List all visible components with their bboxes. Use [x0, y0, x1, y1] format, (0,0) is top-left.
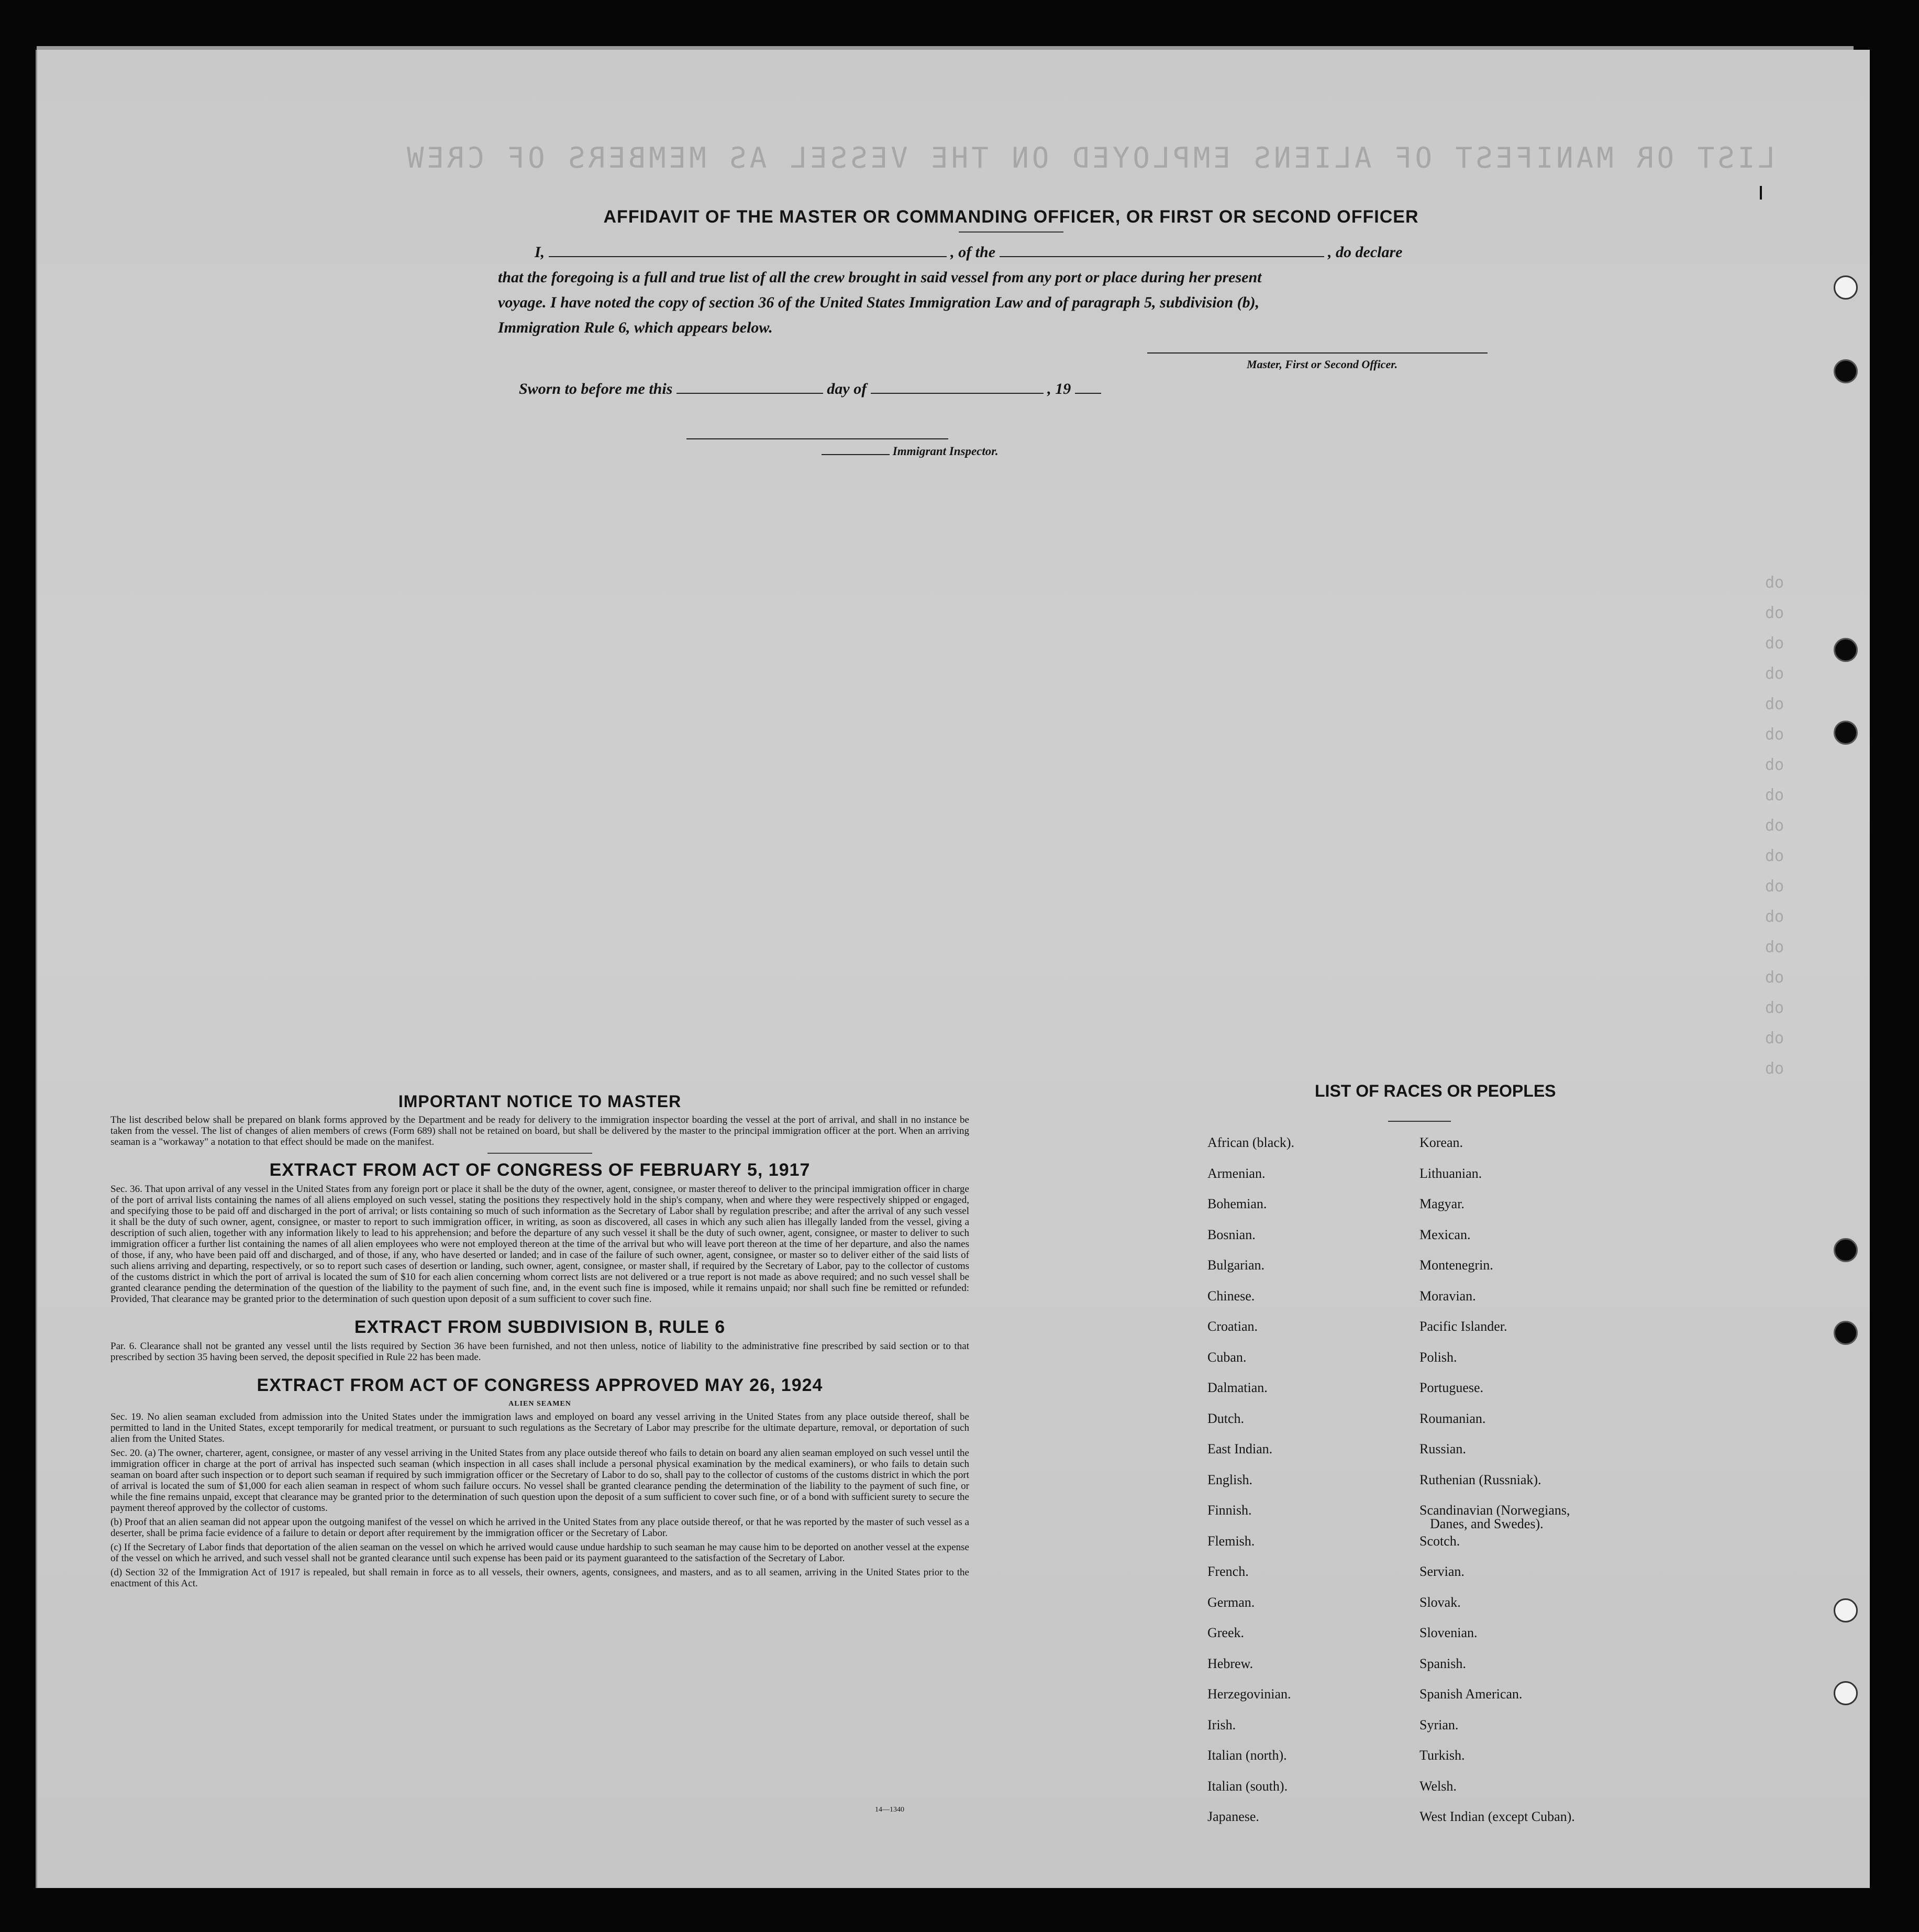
- sworn-line: [519, 377, 1101, 402]
- bleed-through-row-marker: do: [1765, 573, 1784, 592]
- race-item: Bosnian.: [1207, 1227, 1256, 1242]
- title-underline: [959, 231, 1063, 233]
- race-item: Chinese.: [1207, 1288, 1255, 1304]
- race-item: Greek.: [1207, 1625, 1245, 1640]
- punch-hole: [1834, 359, 1858, 383]
- race-item: Croatian.: [1207, 1319, 1258, 1334]
- race-item: Flemish.: [1207, 1533, 1255, 1549]
- body-line-3: Immigration Rule 6, which appears below.: [498, 319, 773, 336]
- race-item: English.: [1207, 1472, 1252, 1487]
- punch-hole: [1834, 638, 1858, 662]
- race-item: Syrian.: [1419, 1717, 1459, 1732]
- race-item: Ruthenian (Russniak).: [1419, 1472, 1541, 1487]
- sworn-label: Sworn to before me this: [519, 380, 673, 398]
- year-label: , 19: [1047, 380, 1071, 398]
- divider-1: [487, 1153, 592, 1154]
- race-item: Welsh.: [1419, 1778, 1457, 1794]
- extract-1917-title: EXTRACT FROM ACT OF CONGRESS OF FEBRUARY 5, 1917: [269, 1160, 811, 1180]
- race-item: Cuban.: [1207, 1349, 1247, 1365]
- inspector-short-rule: [822, 454, 890, 455]
- inspector-signature-line[interactable]: [686, 438, 948, 439]
- manifest-sheet: [36, 50, 1870, 1888]
- race-item: East Indian.: [1207, 1441, 1273, 1456]
- race-item: Danes, and Swedes).: [1430, 1516, 1544, 1531]
- race-item: Polish.: [1419, 1349, 1457, 1365]
- race-item: West Indian (except Cuban).: [1419, 1809, 1575, 1824]
- race-item: Pacific Islander.: [1419, 1319, 1507, 1334]
- bleed-through-row-marker: do: [1765, 786, 1784, 804]
- of-the-label: , of the: [950, 244, 996, 261]
- bleed-through-row-marker: do: [1765, 756, 1784, 774]
- do-declare-label: , do declare: [1328, 244, 1403, 261]
- extract-1924-title: EXTRACT FROM ACT OF CONGRESS APPROVED MAY 26, 1924: [257, 1375, 823, 1395]
- races-column-2: [1419, 1135, 1575, 1840]
- race-item: Turkish.: [1419, 1748, 1465, 1763]
- bleed-through-row-marker: do: [1765, 908, 1784, 926]
- bleed-through-row-marker: do: [1765, 877, 1784, 896]
- name-field[interactable]: [549, 256, 947, 257]
- race-item: Spanish.: [1419, 1655, 1466, 1671]
- bleed-through-row-marker: do: [1765, 1029, 1784, 1047]
- bleed-through-row-marker: do: [1765, 816, 1784, 835]
- vessel-field[interactable]: [1000, 256, 1324, 257]
- race-item: Italian (south).: [1207, 1778, 1288, 1794]
- race-item: Mexican.: [1419, 1227, 1471, 1242]
- extract-1917-text: Sec. 36. That upon arrival of any vessel in the United States from any foreign port or place it shall be the duty of the owner, agent, consignee, or master thereof to deliver to the principal immigration officer in charge of the port of arrival lists containing the names of all aliens employed on such vessel, stating the positions they respectively hold in the ship's company, when and where they were respectively shipped or engaged, and specifying those to be paid off and discharged in the port of arrival; or lists containing so much of such information as the Secretary of Labor shall by regulation prescribe; and after the arrival of any such vessel it shall be the duty of such owner, agent, consignee, or master to report to such immigration officer, in writing, as soon as discovered, all cases in which any such alien has illegally landed from the vessel, giving a description of such alien, together with any information likely to lead to his apprehension; and before the departure of any such vessel it shall be the duty of such owner, agent, consignee, or master to deliver to such immigration officer a further list containing the names of all alien employees who were not employed thereon at the time of the arrival but who will leave port thereon at the time of her departure, and also the names of those, if any, who have been paid off and discharged, and of those, if any, who have deserted or landed; and in case of the failure of such owner, agent, consignee, or master so to deliver either of the said lists of such aliens arriving and departing, respectively, or so to report such cases of desertion or landing, such owner, agent, consignee, or master shall, if required by the Secretary of Labor, pay to the collector of customs of the customs district in which the port of arrival is located the sum of $10 for each alien concerning whom correct lists are not delivered or a true report is not made as above required; and no such vessel shall be granted clearance pending the determination of the question of the liability to the payment of such fine, and, in the event such fine is imposed, while it remains unpaid; nor shall such fine be remitted or refunded: Provided, That clearance may be granted prior to the determination of such question upon deposit of a sum sufficient to cover such fine.: [110, 1184, 969, 1305]
- bleed-through-row-marker: do: [1765, 999, 1784, 1017]
- race-item: Portuguese.: [1419, 1380, 1484, 1395]
- affidavit-title: AFFIDAVIT OF THE MASTER OR COMMANDING OFFICER, OR FIRST OR SECOND OFFICER: [603, 207, 1419, 227]
- race-item: Slovenian.: [1419, 1625, 1478, 1640]
- bleed-through-row-marker: do: [1765, 1059, 1784, 1078]
- punch-hole: [1834, 1321, 1858, 1345]
- race-item: Bulgarian.: [1207, 1257, 1265, 1273]
- race-item: Irish.: [1207, 1717, 1236, 1732]
- notice-text: The list described below shall be prepared on blank forms approved by the Department and be ready for delivery to the immigration inspector boarding the vessel at the port of arrival, and shall in no instance be taken from the vessel. The list of changes of alien members of crews (Form 689) shall not be retained on board, but shall be delivered by the master to the principal immigration officer at the port. When an arriving seaman is a "workaway" a notation to that effect should be made on the manifest.: [110, 1114, 969, 1147]
- punch-hole: [1834, 275, 1858, 300]
- race-item: Italian (north).: [1207, 1748, 1287, 1763]
- races-underline: [1388, 1121, 1451, 1122]
- race-item: Servian.: [1419, 1564, 1465, 1579]
- year-field[interactable]: [1075, 393, 1101, 394]
- notice-title: IMPORTANT NOTICE TO MASTER: [398, 1092, 682, 1111]
- race-item: Scandinavian (Norwegians,: [1419, 1503, 1570, 1518]
- extract-rule6-text: Par. 6. Clearance shall not be granted any vessel until the lists required by Section 36 have been furnished, and not then unless, notice of liability to the administrative fine prescribed by said section or to that prescribed by section 35 having been served, the deposit specified in Rule 22 has been made.: [110, 1341, 969, 1363]
- body-line-2: voyage. I have noted the copy of section 36 of the United States Immigration Law and of paragraph 5, subdivision (b),: [498, 294, 1260, 311]
- race-item: Russian.: [1419, 1441, 1466, 1456]
- notice-section: [110, 1092, 969, 1589]
- race-item: Dalmatian.: [1207, 1380, 1268, 1395]
- race-item: Slovak.: [1419, 1594, 1461, 1610]
- race-item: Magyar.: [1419, 1196, 1465, 1211]
- race-item: Hebrew.: [1207, 1655, 1254, 1671]
- punch-hole: [1834, 1238, 1858, 1262]
- race-item: Bohemian.: [1207, 1196, 1267, 1211]
- master-signature-line[interactable]: [1147, 352, 1488, 354]
- day-field[interactable]: [676, 393, 823, 394]
- inspector-label: [822, 445, 999, 458]
- race-item: Finnish.: [1207, 1503, 1252, 1518]
- extract-1924-sec19: Sec. 19. No alien seaman excluded from admission into the United States under the immigration laws and employed on board any vessel arriving in the United States from any place outside thereof, shall be permitted to land in the United States, except temporarily for medical treatment, or pursuant to such regulations as the Secretary of Labor may prescribe for the ultimate departure, removal, or deportation of such alien from the United States.: [110, 1411, 969, 1444]
- inspector-label-text: Immigrant Inspector.: [892, 445, 999, 458]
- race-item: Moravian.: [1419, 1288, 1476, 1304]
- bleed-through-row-marker: do: [1765, 604, 1784, 622]
- bleed-through-row-marker: do: [1765, 968, 1784, 987]
- race-item: African (black).: [1207, 1135, 1295, 1150]
- race-item: Armenian.: [1207, 1165, 1266, 1181]
- races-title: LIST OF RACES OR PEOPLES: [1315, 1081, 1556, 1100]
- punch-hole: [1834, 1681, 1858, 1705]
- form-number: 14—1340: [875, 1806, 904, 1814]
- race-item: Scotch.: [1419, 1533, 1460, 1549]
- race-item: French.: [1207, 1564, 1249, 1579]
- races-column-1: [1207, 1135, 1294, 1840]
- bleed-through-title: LIST OR MANIFEST OF ALIENS EMPLOYED ON THE VESSEL AS MEMBERS OF CREW: [404, 141, 1775, 174]
- bleed-through-row-marker: do: [1765, 665, 1784, 683]
- race-item: Dutch.: [1207, 1410, 1245, 1426]
- bleed-through-row-marker: do: [1765, 725, 1784, 744]
- bleed-through-row-marker: do: [1765, 847, 1784, 865]
- race-item: Roumanian.: [1419, 1410, 1486, 1426]
- race-item: Montenegrin.: [1419, 1257, 1493, 1273]
- declaration-line: [498, 240, 1524, 265]
- extract-1924-sec20d: (d) Section 32 of the Immigration Act of 1917 is repealed, but shall remain in force as to all vessels, their owners, agents, consignees, and masters, and as to all seamen, arriving in the United States prior to the enactment of this Act.: [110, 1567, 969, 1589]
- bleed-through-row-marker: do: [1765, 938, 1784, 956]
- bleed-through-row-marker: do: [1765, 634, 1784, 653]
- i-label: I,: [535, 244, 545, 261]
- race-item: Korean.: [1419, 1135, 1463, 1150]
- race-item: Herzegovinian.: [1207, 1686, 1291, 1702]
- extract-1924-sec20a: Sec. 20. (a) The owner, charterer, agent, consignee, or master of any vessel arriving in the United States from any place outside thereof who fails to detain on board any alien seaman employed on such vessel until the immigration officer in charge at the port of arrival has inspected such seaman (which inspection in all cases shall include a personal physical examination by the medical examiners), or who fails to detain such seaman on board after such inspection or to deport such seaman if required by such immigration officer or the Secretary of Labor to do so, shall pay to the collector of customs of the customs district in which the port of arrival is located the sum of $1,000 for each alien seaman in respect of whom such failure occurs. No vessel shall be granted clearance pending the determination of the liability to the payment of such fine, or while the fine remains unpaid, except that clearance may be granted prior to the determination of such question upon the deposit of a sum sufficient to cover such fine, or of a bond with sufficient surety to secure the payment thereof approved by the collector of customs.: [110, 1448, 969, 1514]
- extract-1924-sec20c: (c) If the Secretary of Labor finds that deportation of the alien seaman on the vessel on which he arrived would cause undue hardship to such seaman he may cause him to be deported on another vessel at the expense of the vessel on which he arrived, and such vessel shall not be granted clearance until such expense has been paid or its payment guaranteed to the satisfaction of the Secretary of Labor.: [110, 1542, 969, 1564]
- race-item: Spanish American.: [1419, 1686, 1523, 1702]
- punch-hole: [1834, 721, 1858, 745]
- bleed-through-row-marker: do: [1765, 695, 1784, 713]
- race-item: Japanese.: [1207, 1809, 1259, 1824]
- body-line-1: that the foregoing is a full and true list of all the crew brought in said vessel from any port or place during her present: [498, 269, 1262, 286]
- punch-hole: [1834, 1598, 1858, 1622]
- month-field[interactable]: [871, 393, 1044, 394]
- master-signature-label: Master, First or Second Officer.: [1247, 358, 1398, 371]
- race-item: German.: [1207, 1594, 1255, 1610]
- extract-1924-sec20b: (b) Proof that an alien seaman did not appear upon the outgoing manifest of the vessel on which he arrived in the United States from any place outside thereof, or that he was reported by the master of such vessel as a deserter, shall be prima facie evidence of a failure to detain or deport after requirement by the immigration officer or the Secretary of Labor.: [110, 1517, 969, 1539]
- race-item: Lithuanian.: [1419, 1165, 1482, 1181]
- margin-mark: [1760, 186, 1762, 200]
- affidavit-section: [498, 207, 1524, 340]
- day-of-label: day of: [827, 380, 867, 398]
- alien-seamen-subtitle: ALIEN SEAMEN: [508, 1400, 571, 1408]
- extract-rule6-title: EXTRACT FROM SUBDIVISION B, RULE 6: [354, 1317, 726, 1337]
